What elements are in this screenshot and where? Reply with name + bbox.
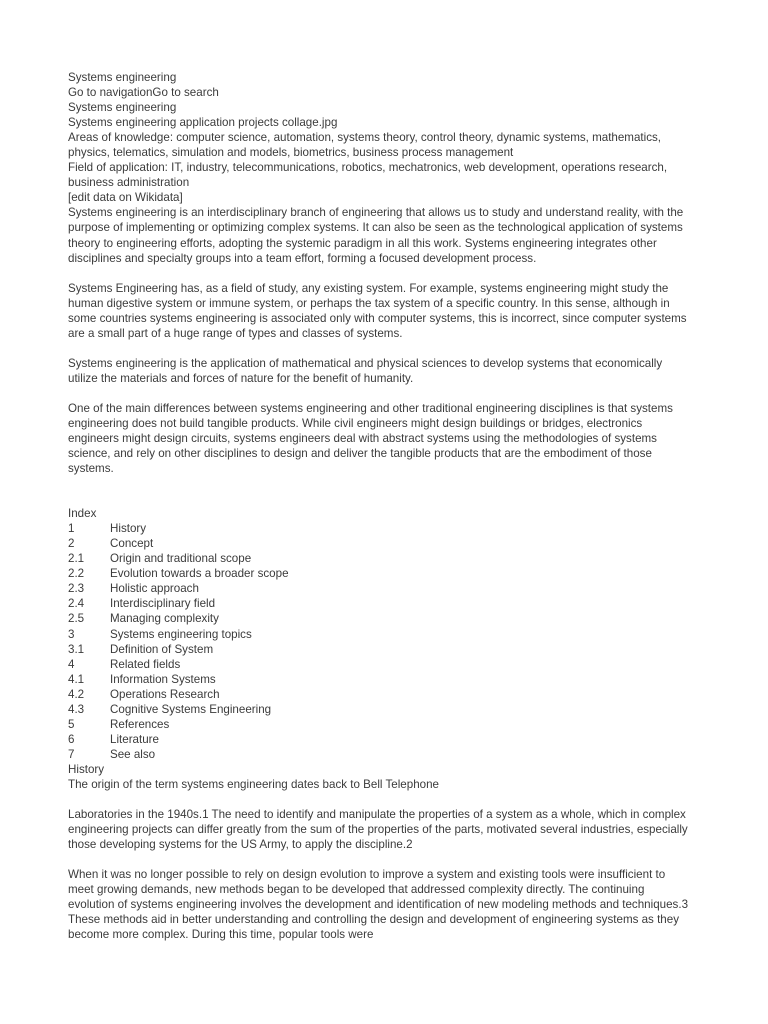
index-entry-number: 2.5 bbox=[68, 612, 85, 626]
paragraph-spacer bbox=[68, 852, 692, 867]
index-entry-number: 1 bbox=[68, 522, 75, 536]
paragraph-spacer bbox=[68, 792, 692, 807]
index-section bbox=[68, 506, 692, 762]
index-entry[interactable] bbox=[68, 581, 692, 596]
index-entry-number: 2.2 bbox=[68, 567, 85, 581]
index-entry-number: 4.2 bbox=[68, 687, 85, 701]
index-entry[interactable] bbox=[68, 687, 692, 702]
history-lead-line: The origin of the term systems engineering dates back to Bell Telephone bbox=[68, 777, 439, 791]
index-entry-number: 3 bbox=[68, 627, 75, 641]
index-entry-number: 7 bbox=[68, 747, 75, 761]
index-entry[interactable] bbox=[68, 672, 692, 687]
index-entry-label: See also bbox=[110, 747, 156, 761]
index-entry[interactable] bbox=[68, 717, 692, 732]
index-entry-label: Systems engineering topics bbox=[110, 627, 252, 641]
infobox-field-of-application: Field of application: IT, industry, telecommunications, robotics, mechatronics, web development, operations research, business administration bbox=[68, 161, 668, 190]
index-entry[interactable] bbox=[68, 596, 692, 611]
index-entry[interactable] bbox=[68, 642, 692, 657]
index-entry-label: Operations Research bbox=[110, 687, 220, 701]
history-paragraph-2: When it was no longer possible to rely on design evolution to improve a system and existing tools were insufficient to meet growing demands, new methods began to be developed that addressed complexity directly. The continuing evolution of systems engineering involves the development and identification of new modeling methods and techniques.3 These methods aid in better understanding and controlling the design and development of engineering systems as they become more complex. During this time, popular tools were bbox=[68, 868, 689, 942]
index-entry[interactable] bbox=[68, 747, 692, 762]
index-entry-number: 2.3 bbox=[68, 582, 85, 596]
index-entry[interactable] bbox=[68, 657, 692, 672]
index-entry[interactable] bbox=[68, 627, 692, 642]
index-entry[interactable] bbox=[68, 702, 692, 717]
infobox-title: Systems engineering bbox=[68, 101, 177, 115]
intro-paragraph-1: Systems engineering is an interdisciplinary branch of engineering that allows us to study and understand reality, with the purpose of implementing or optimizing complex systems. It can also be seen as the technological application of systems theory to engineering efforts, adopting the systemic paradigm in all this work. Systems engineering integrates other disciplines and specialty groups into a team effort, forming a focused development process. bbox=[68, 206, 684, 265]
intro-paragraph-4: One of the main differences between systems engineering and other traditional engineering disciplines is that systems engineering does not build tangible products. While civil engineers might design buildings or bridges, electronics engineers might design circuits, systems engineers deal with abstract systems using the methodologies of systems science, and rely on other disciplines to design and deliver the tangible products that are the embodiment of those systems. bbox=[68, 401, 673, 476]
index-entry[interactable] bbox=[68, 551, 692, 566]
index-entry-number: 2.1 bbox=[68, 552, 85, 566]
infobox-areas-of-knowledge: Areas of knowledge: computer science, automation, systems theory, control theory, dynamic systems, mathematics, physics, telematics, simulation and models, biometrics, business process management bbox=[68, 131, 662, 160]
index-entry-number: 2.4 bbox=[68, 597, 85, 611]
index-entry-label: Origin and traditional scope bbox=[110, 552, 252, 566]
index-entry-number: 2 bbox=[68, 537, 75, 551]
infobox-image-caption: Systems engineering application projects collage.jpg bbox=[68, 116, 338, 130]
index-entry-label: Literature bbox=[110, 732, 159, 746]
intro-paragraph-3: Systems engineering is the application of mathematical and physical sciences to develop systems that economically utilize the materials and forces of nature for the benefit of humanity. bbox=[68, 356, 663, 385]
history-section bbox=[68, 762, 692, 942]
index-heading: Index bbox=[68, 507, 97, 521]
section-spacer bbox=[68, 476, 692, 506]
index-entry-number: 4.1 bbox=[68, 672, 85, 686]
index-entry-label: Related fields bbox=[110, 657, 181, 671]
index-entry-label: References bbox=[110, 717, 170, 731]
index-entry[interactable] bbox=[68, 566, 692, 581]
paragraph-spacer bbox=[68, 341, 692, 356]
index-entry-number: 6 bbox=[68, 732, 75, 746]
infobox-header-block bbox=[68, 70, 692, 205]
index-entry-number: 4.3 bbox=[68, 702, 85, 716]
index-entry-number: 3.1 bbox=[68, 642, 85, 656]
index-entry-label: Concept bbox=[110, 537, 154, 551]
intro-paragraph-2: Systems Engineering has, as a field of study, any existing system. For example, systems engineering might study the human digestive system or immune system, or perhaps the tax system of a specific country. In this sense, although in some countries systems engineering is associated only with computer systems, this is incorrect, since computer systems are a small part of a huge range of types and classes of systems. bbox=[68, 281, 687, 340]
index-entry[interactable] bbox=[68, 521, 692, 536]
history-paragraph-1: Laboratories in the 1940s.1 The need to identify and manipulate the properties of a system as a whole, which in complex engineering projects can differ greatly from the sum of the properties of the parts, motivated several industries, especially those developing systems for the US Army, to apply the discipline.2 bbox=[68, 808, 688, 852]
index-entry-label: Evolution towards a broader scope bbox=[110, 567, 289, 581]
history-heading: History bbox=[68, 762, 105, 776]
index-entry-number: 4 bbox=[68, 657, 75, 671]
index-entry[interactable] bbox=[68, 611, 692, 626]
index-entry[interactable] bbox=[68, 536, 692, 551]
edit-data-on-wikidata-link[interactable]: [edit data on Wikidata] bbox=[68, 191, 183, 205]
document-body bbox=[68, 70, 692, 942]
index-entry-number: 5 bbox=[68, 717, 75, 731]
navigation-links: Go to navigationGo to search bbox=[68, 86, 219, 100]
index-entry-label: History bbox=[110, 522, 147, 536]
index-entry[interactable] bbox=[68, 732, 692, 747]
index-entry-label: Information Systems bbox=[110, 672, 216, 686]
article-title: Systems engineering bbox=[68, 71, 177, 84]
index-entry-label: Interdisciplinary field bbox=[110, 597, 216, 611]
index-list bbox=[68, 521, 692, 762]
index-entry-label: Managing complexity bbox=[110, 612, 219, 626]
paragraph-spacer bbox=[68, 386, 692, 401]
index-entry-label: Definition of System bbox=[110, 642, 214, 656]
index-entry-label: Holistic approach bbox=[110, 582, 199, 596]
index-entry-label: Cognitive Systems Engineering bbox=[110, 702, 272, 716]
paragraph-spacer bbox=[68, 266, 692, 281]
